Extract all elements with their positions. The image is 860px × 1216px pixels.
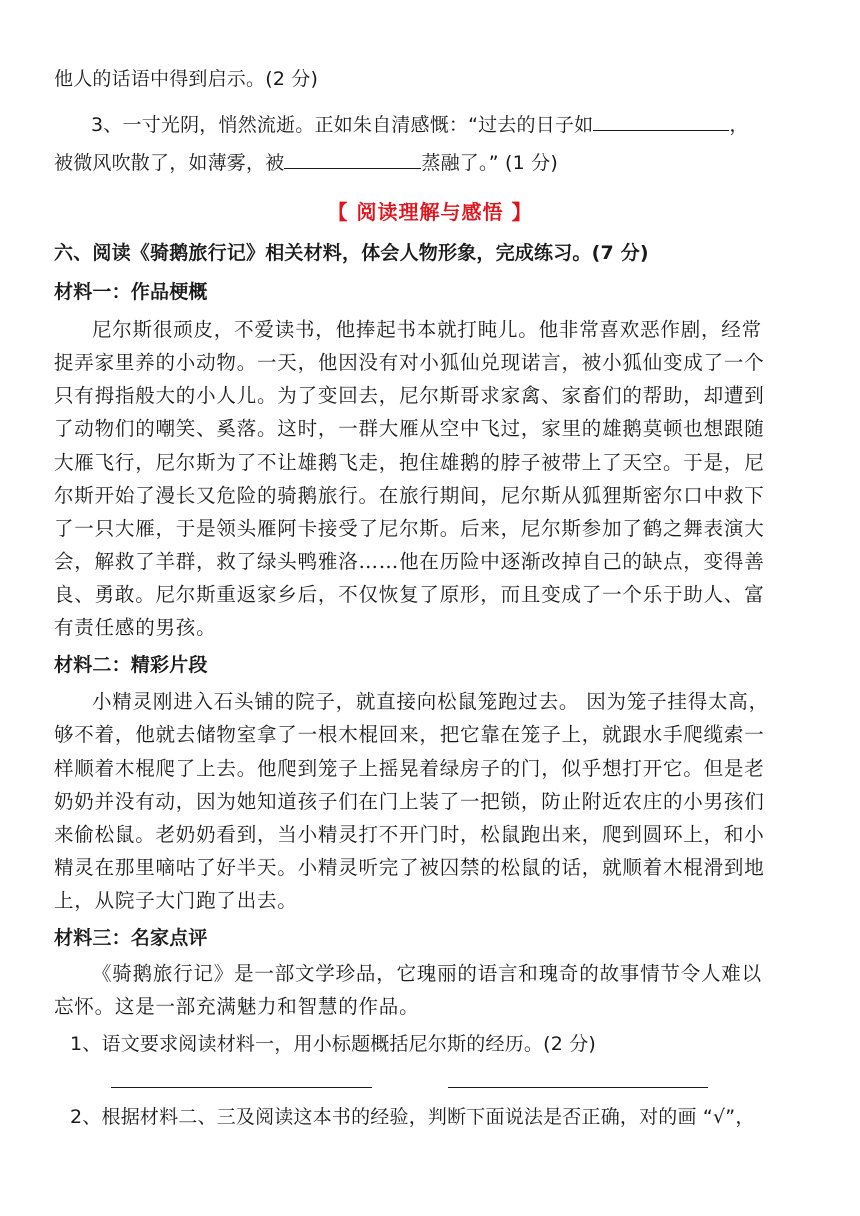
material-2-line: 小精灵刚进入石头铺的院子，就直接向松鼠笼跑过去。 因为笼子挂得太高， [92,690,769,713]
material-1-line: 只有拇指般大的小人儿。为了变回去，尼尔斯哥求家禽、家畜们的帮助，却遭到 [54,384,765,407]
material-2-line: 样顺着木棍爬了上去。他爬到笼子上摇晃着绿房子的门，似乎想打开它。但是老 [54,757,765,780]
answer-blank-2[interactable] [284,148,421,169]
material-3-line: 忘怀。这是一部充满魅力和智慧的作品。 [54,995,420,1018]
material-1-line: 捉弄家里养的小动物。一天，他因没有对小狐仙兑现诺言，被小狐仙变成了一个 [54,351,765,374]
question-3-line-2 [54,148,558,176]
question-3-text: 3、一寸光阴，悄然流逝。正如朱自清感慨：“过去的日子如 [91,114,594,136]
material-2-line: 够不着，他就去储物室拿了一根木棍回来，把它靠在笼子上，就跟水手爬缆索一 [54,723,765,746]
question-3-comma: ， [729,114,749,136]
material-1-line: 良、勇敢。尼尔斯重返家乡后，不仅恢复了原形，而且变成了一个乐于助人、富 [54,583,765,606]
material-1-line: 尔斯开始了漫长又危险的骑鹅旅行。在旅行期间，尼尔斯从狐狸斯密尔口中救下 [54,484,765,507]
answer-line-1[interactable] [111,1087,372,1088]
material-1-heading: 材料一：作品梗概 [54,281,208,303]
material-1-line: 会，解救了羊群，救了绿头鸭雅洛……他在历险中逐渐改掉自己的缺点，变得善 [54,550,765,573]
material-1-line: 大雁飞行，尼尔斯为了不让雄鹅飞走，抱住雄鹅的脖子被带上了天空。于是，尼 [54,451,765,474]
answer-blank-1[interactable] [593,110,729,131]
previous-question-tail: 他人的话语中得到启示。(2 分) [54,68,319,90]
material-2-line: 精灵在那里嘀咕了好半天。小精灵听完了被囚禁的松鼠的话，就顺着木棍滑到地 [54,856,765,879]
question-6-title: 六、阅读《骑鹅旅行记》相关材料，体会人物形象，完成练习。(7 分) [54,242,649,264]
sub-question-1: 1、语文要求阅读材料一，用小标题概括尼尔斯的经历。(2 分) [70,1033,597,1055]
material-1-line: 了一只大雁，于是领头雁阿卡接受了尼尔斯。后来，尼尔斯参加了鹤之舞表演大 [54,517,765,540]
material-1-line: 了动物们的嘲笑、奚落。这时，一群大雁从空中飞过，家里的雄鹅莫顿也想跟随 [54,417,765,440]
section-title: 【 阅读理解与感悟 】 [327,200,533,224]
question-3-line-1 [91,110,749,138]
material-2-line: 来偷松鼠。老奶奶看到，当小精灵打不开门时，松鼠跑出来，爬到圆环上，和小 [54,823,765,846]
material-2-heading: 材料二：精彩片段 [54,654,208,676]
material-2-line: 上，从院子大门跑了出去。 [54,889,298,912]
material-2-line: 奶奶并没有动，因为她知道孩子们在门上装了一把锁，防止附近农庄的小男孩们 [54,790,765,813]
material-3-line: 《骑鹅旅行记》是一部文学珍品，它瑰丽的语言和瑰奇的故事情节令人难以 [92,962,762,985]
question-3-text-2: 被微风吹散了，如薄雾，被 [54,152,285,174]
material-1-line: 有责任感的男孩。 [54,616,217,639]
answer-line-2[interactable] [448,1087,708,1088]
material-3-heading: 材料三：名家点评 [54,927,208,949]
material-1-line: 尼尔斯很顽皮，不爱读书，他捧起书本就打盹儿。他非常喜欢恶作剧，经常 [92,318,762,341]
question-3-text-3: 蒸融了。” (1 分) [421,152,558,174]
sub-question-2: 2、根据材料二、三及阅读这本书的经验，判断下面说法是否正确，对的画 “√”， [70,1106,755,1128]
